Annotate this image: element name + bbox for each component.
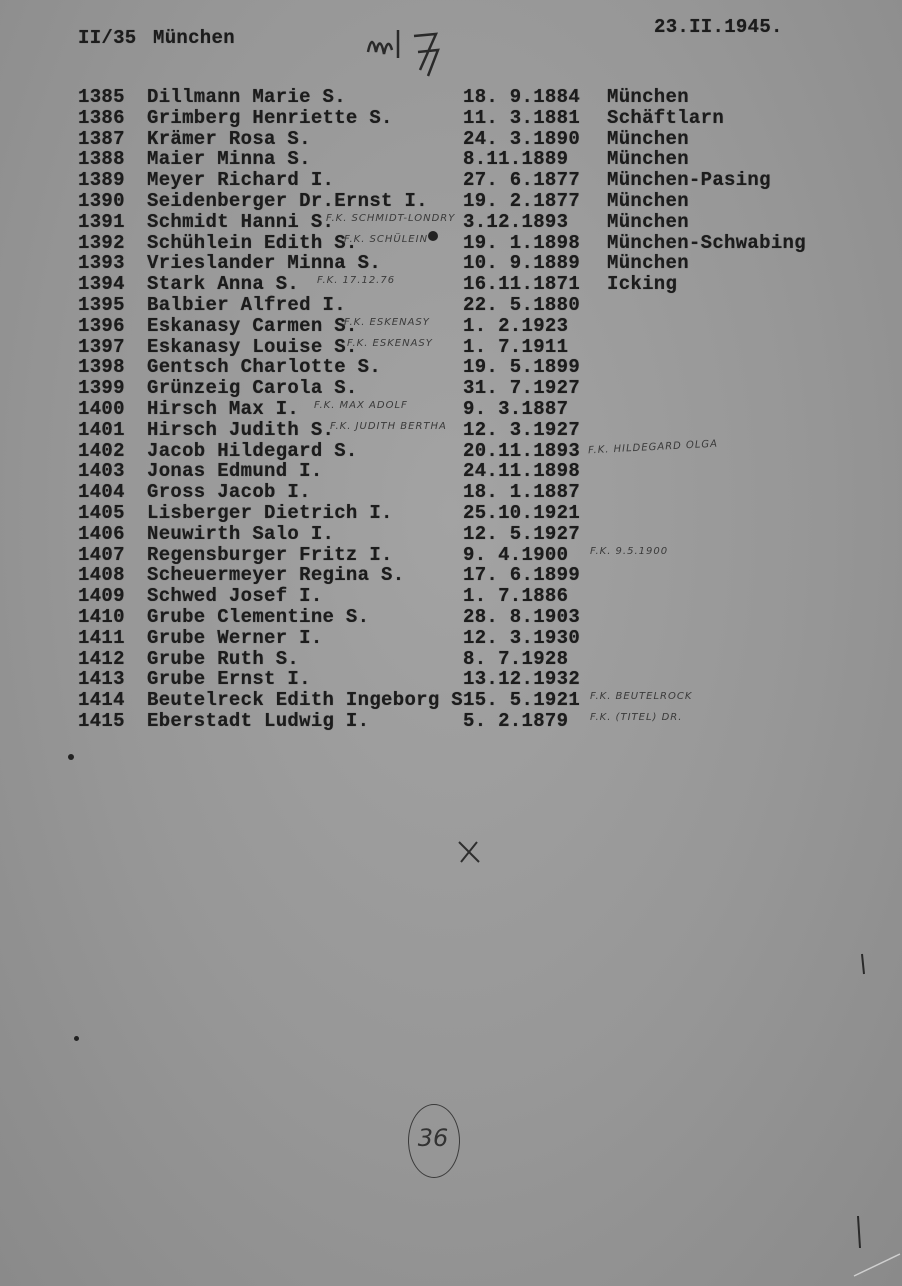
entry-number: 1387 — [78, 127, 125, 150]
entry-birthdate: 11. 3.1881 — [463, 106, 581, 129]
handwritten-note: F.K. MAX ADOLF — [314, 400, 408, 411]
entry-row — [0, 606, 902, 627]
entry-number: 1410 — [78, 606, 125, 628]
entry-name: Grünzeig Carola S. — [147, 377, 358, 400]
entry-birthdate: 5. 2.1879 — [463, 710, 569, 732]
margin-mark — [856, 950, 870, 1010]
entry-row — [0, 564, 902, 585]
entry-birthdate: 15. 5.1921 — [463, 689, 581, 712]
entry-number: 1411 — [78, 626, 125, 649]
entry-birthdate: 18. 1.1887 — [463, 481, 581, 504]
entry-number: 1399 — [78, 377, 125, 400]
entry-row — [0, 336, 902, 357]
entry-birthdate: 25.10.1921 — [463, 502, 581, 524]
entry-number: 1400 — [78, 398, 125, 420]
entry-birthdate: 1. 7.1911 — [463, 335, 569, 358]
entry-birthdate: 8. 7.1928 — [463, 647, 569, 670]
entry-birthdate: 12. 5.1927 — [463, 522, 581, 545]
page-number: 36 — [417, 1124, 449, 1152]
entry-number: 1385 — [78, 86, 125, 108]
handwritten-note: F.K. HILDEGARD OLGA — [587, 438, 719, 456]
entry-number: 1394 — [78, 273, 125, 296]
entry-birthdate: 12. 3.1927 — [463, 418, 581, 441]
handwritten-note: F.K. (TITEL) DR. — [590, 712, 683, 723]
entry-name: Krämer Rosa S. — [147, 127, 311, 150]
entry-name: Jonas Edmund I. — [147, 460, 323, 483]
entry-row — [0, 544, 902, 565]
entry-name: Grube Clementine S. — [147, 606, 370, 628]
corner-mark — [850, 1208, 902, 1278]
handwritten-note: F.K. ESKENASY — [344, 316, 430, 328]
entry-name: Neuwirth Salo I. — [147, 522, 335, 545]
entry-row — [0, 273, 902, 294]
entry-number: 1393 — [78, 252, 125, 275]
entry-number: 1386 — [78, 106, 125, 129]
handwritten-note: F.K. SCHMIDT-LONDRY — [326, 212, 456, 224]
entry-place: Icking — [607, 273, 678, 296]
entry-birthdate: 19. 1.1898 — [463, 231, 581, 254]
entry-birthdate: 17. 6.1899 — [463, 564, 581, 587]
entry-place: München — [607, 190, 689, 212]
entry-birthdate: 9. 4.1900 — [463, 543, 569, 566]
entry-birthdate: 1. 7.1886 — [463, 585, 569, 608]
entry-birthdate: 24.11.1898 — [463, 460, 581, 483]
entry-row — [0, 460, 902, 481]
entry-place: München — [607, 210, 689, 233]
handwritten-note: F.K. 17.12.76 — [317, 275, 396, 287]
entry-name: Grimberg Henriette S. — [147, 106, 393, 129]
entry-name: Grube Werner I. — [147, 626, 323, 649]
entry-row — [0, 377, 902, 398]
entry-name: Jacob Hildegard S. — [147, 439, 358, 462]
entry-name: Schühlein Edith S. — [147, 231, 358, 254]
entry-name: Grube Ruth S. — [147, 647, 300, 670]
entry-number: 1396 — [78, 314, 125, 337]
entry-row — [0, 689, 902, 710]
entry-row — [0, 523, 902, 544]
entry-name: Scheuermeyer Regina S. — [147, 564, 405, 587]
entry-name: Schwed Josef I. — [147, 585, 323, 608]
entry-name: Meyer Richard I. — [147, 169, 335, 192]
entry-place: München — [607, 148, 689, 171]
entry-birthdate: 13.12.1932 — [463, 668, 581, 691]
entry-place: München — [607, 252, 689, 275]
entry-number: 1402 — [78, 439, 125, 462]
entry-name: Beutelreck Edith Ingeborg S. — [147, 689, 475, 712]
handwritten-note: F.K. 9.5.1900 — [590, 545, 669, 557]
entry-birthdate: 19. 2.1877 — [463, 190, 581, 212]
entry-row — [0, 252, 902, 273]
entry-name: Seidenberger Dr.Ernst I. — [147, 190, 428, 212]
entry-row — [0, 648, 902, 669]
entry-name: Eskanasy Carmen S. — [147, 314, 358, 337]
entry-place: München — [607, 127, 689, 150]
entry-row — [0, 148, 902, 169]
entry-birthdate: 16.11.1871 — [463, 273, 581, 296]
entry-row — [0, 440, 902, 461]
entry-number: 1409 — [78, 585, 125, 608]
entry-row — [0, 294, 902, 315]
entry-birthdate: 28. 8.1903 — [463, 606, 581, 628]
header-ref: II/35 — [78, 27, 137, 49]
entry-name: Regensburger Fritz I. — [147, 543, 393, 566]
entry-name: Schmidt Hanni S. — [147, 210, 335, 233]
entry-name: Hirsch Max I. — [147, 398, 300, 420]
entry-number: 1413 — [78, 668, 125, 691]
entry-row — [0, 86, 902, 107]
entry-birthdate: 8.11.1889 — [463, 148, 569, 171]
entry-name: Dillmann Marie S. — [147, 86, 346, 108]
entry-birthdate: 20.11.1893 — [463, 439, 581, 462]
entry-birthdate: 3.12.1893 — [463, 210, 569, 233]
entry-row — [0, 211, 902, 232]
entry-name: Eskanasy Louise S. — [147, 335, 358, 358]
entry-place: Schäftlarn — [607, 106, 725, 129]
entry-birthdate: 19. 5.1899 — [463, 356, 581, 379]
handwritten-note: F.K. SCHÜLEIN — [344, 233, 429, 245]
entry-row — [0, 710, 902, 731]
entry-row — [0, 356, 902, 377]
entry-number: 1389 — [78, 169, 125, 192]
header-date: 23.II.1945. — [654, 16, 783, 38]
entry-row — [0, 398, 902, 419]
entry-number: 1414 — [78, 689, 125, 712]
entry-number: 1415 — [78, 710, 125, 732]
entry-row — [0, 232, 902, 253]
entry-birthdate: 10. 9.1889 — [463, 252, 581, 275]
entry-number: 1388 — [78, 148, 125, 171]
entry-row — [0, 190, 902, 211]
entry-number: 1404 — [78, 481, 125, 504]
entry-number: 1412 — [78, 647, 125, 670]
entry-place: München-Pasing — [607, 169, 771, 192]
entry-name: Vrieslander Minna S. — [147, 252, 382, 275]
entry-row — [0, 169, 902, 190]
entry-row — [0, 502, 902, 523]
entry-name: Stark Anna S. — [147, 273, 300, 296]
handwritten-note: F.K. JUDITH BERTHA — [330, 420, 447, 432]
entry-name: Balbier Alfred I. — [147, 294, 346, 316]
entry-row — [0, 315, 902, 336]
entry-number: 1407 — [78, 543, 125, 566]
entry-birthdate: 1. 2.1923 — [463, 314, 569, 337]
handwritten-note: F.K. BEUTELROCK — [590, 691, 693, 703]
entry-name: Gentsch Charlotte S. — [147, 356, 382, 379]
entry-place: München-Schwabing — [607, 231, 806, 254]
entry-number: 1390 — [78, 190, 125, 212]
entry-birthdate: 31. 7.1927 — [463, 377, 581, 400]
entry-name: Hirsch Judith S. — [147, 418, 335, 441]
entry-row — [0, 668, 902, 689]
cross-mark — [455, 838, 483, 866]
entry-birthdate: 22. 5.1880 — [463, 294, 581, 316]
entry-number: 1398 — [78, 356, 125, 379]
entry-birthdate: 27. 6.1877 — [463, 169, 581, 192]
entry-row — [0, 481, 902, 502]
entry-birthdate: 18. 9.1884 — [463, 86, 581, 108]
entry-name: Eberstadt Ludwig I. — [147, 710, 370, 732]
entry-number: 1405 — [78, 502, 125, 524]
entry-number: 1391 — [78, 210, 125, 233]
entry-row — [0, 107, 902, 128]
handwritten-note: F.K. ESKENASY — [347, 337, 433, 349]
entry-row — [0, 419, 902, 440]
entry-row — [0, 627, 902, 648]
header-city: München — [153, 27, 235, 49]
entry-row — [0, 128, 902, 149]
entry-row — [0, 585, 902, 606]
entry-name: Maier Minna S. — [147, 148, 311, 171]
entry-number: 1395 — [78, 294, 125, 316]
entry-name: Grube Ernst I. — [147, 668, 311, 691]
entry-number: 1397 — [78, 335, 125, 358]
entry-name: Gross Jacob I. — [147, 481, 311, 504]
entry-birthdate: 12. 3.1930 — [463, 626, 581, 649]
entry-number: 1403 — [78, 460, 125, 483]
entry-number: 1408 — [78, 564, 125, 587]
entry-name: Lisberger Dietrich I. — [147, 502, 393, 524]
ink-speck — [68, 754, 74, 760]
entry-birthdate: 24. 3.1890 — [463, 127, 581, 150]
ink-speck — [74, 1036, 79, 1041]
ink-blot — [428, 231, 438, 241]
entry-place: München — [607, 86, 689, 108]
entry-number: 1392 — [78, 231, 125, 254]
handwritten-initials — [362, 22, 462, 82]
entry-number: 1406 — [78, 522, 125, 545]
entry-number: 1401 — [78, 418, 125, 441]
entry-birthdate: 9. 3.1887 — [463, 398, 569, 420]
